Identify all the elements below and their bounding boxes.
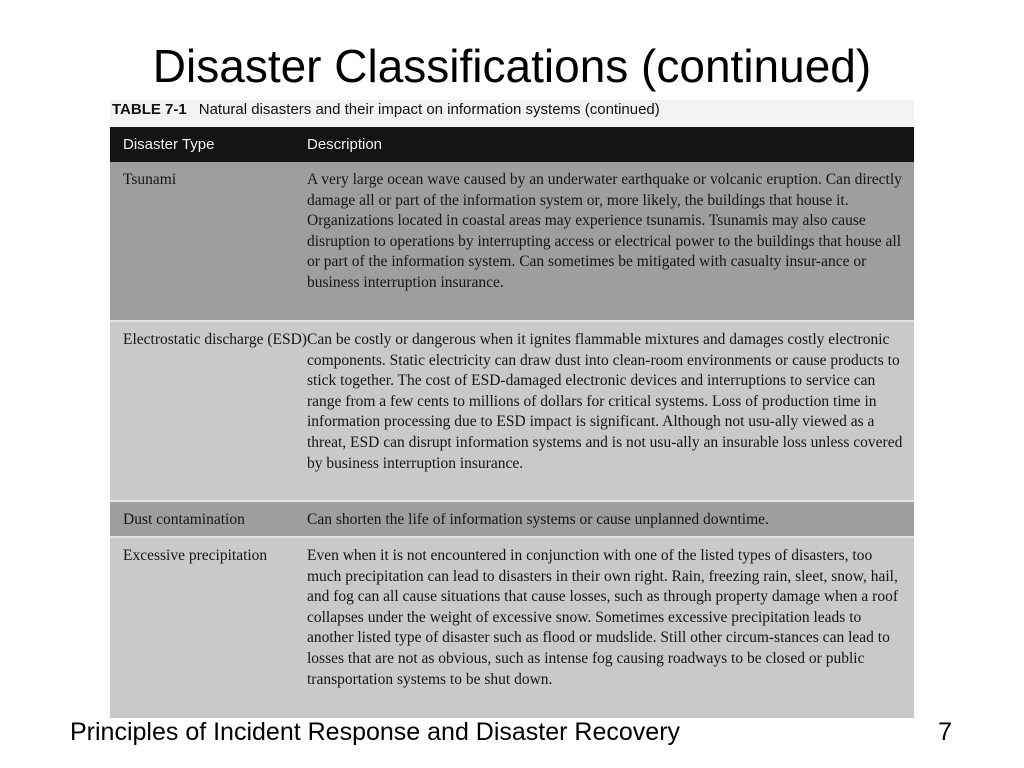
row-description: Even when it is not encountered in conjunction with one of the listed types of disasters, too much precipitation can lead to disasters in their own right. Rain, freezing rain, sleet, snow, hail, and fog can all cause situations that cause losses, such as through property damage when a roof collapses under the weight of excessive snow. Sometimes excessive precipitation leads to another listed type of disaster such as flood or mudslide. Still other circum-stances can lead to losses that are not as obvious, such as intense fog causing roadways to be closed or public transportation systems to be shut down.	[307, 547, 898, 688]
disaster-table	[110, 100, 914, 718]
row-disaster-type: Electrostatic discharge (ESD)	[123, 331, 307, 348]
header-disaster-type: Disaster Type	[123, 136, 215, 153]
slide-footer: Principles of Incident Response and Disaster Recovery	[70, 718, 681, 746]
row-description: A very large ocean wave caused by an underwater earthquake or volcanic eruption. Can directly damage all or part of the information system or, more likely, the buildings that house it. Organizations located in coastal areas may experience tsunamis. Tsunamis may also cause disruption to operations by interrupting access or electrical power to the buildings that house all or part of the information system. Can sometimes be mitigated with casualty insur-ance or business interruption insurance.	[307, 171, 902, 291]
header-description: Description	[307, 136, 383, 153]
table-row	[110, 538, 914, 716]
row-description: Can be costly or dangerous when it ignites flammable mixtures and damages costly electronic components. Static electricity can draw dust into clean-room environments or cause products to stick together. The cost of ESD-damaged electronic devices and interruptions to service can range from a few cents to millions of dollars for critical systems. Loss of production time in information processing due to ESD impact is significant. Although not usu-ally viewed as a threat, ESD can disrupt information systems and is not usu-ally an insurable loss unless covered by business interruption insurance.	[307, 331, 903, 472]
table-header-row	[110, 127, 914, 162]
table-caption	[110, 100, 914, 127]
row-disaster-type: Tsunami	[123, 171, 177, 188]
row-disaster-type: Excessive precipitation	[123, 547, 268, 564]
slide-title: Disaster Classifications (continued)	[152, 40, 872, 92]
table-caption-text: Natural disasters and their impact on information systems (continued)	[198, 101, 660, 118]
row-disaster-type: Dust contamination	[123, 511, 245, 528]
table-row	[110, 502, 914, 538]
table-row	[110, 162, 914, 322]
table-number: TABLE 7-1	[112, 101, 187, 118]
table-row	[110, 322, 914, 502]
page-number: 7	[938, 718, 952, 746]
row-description: Can shorten the life of information systems or cause unplanned downtime.	[307, 511, 769, 528]
